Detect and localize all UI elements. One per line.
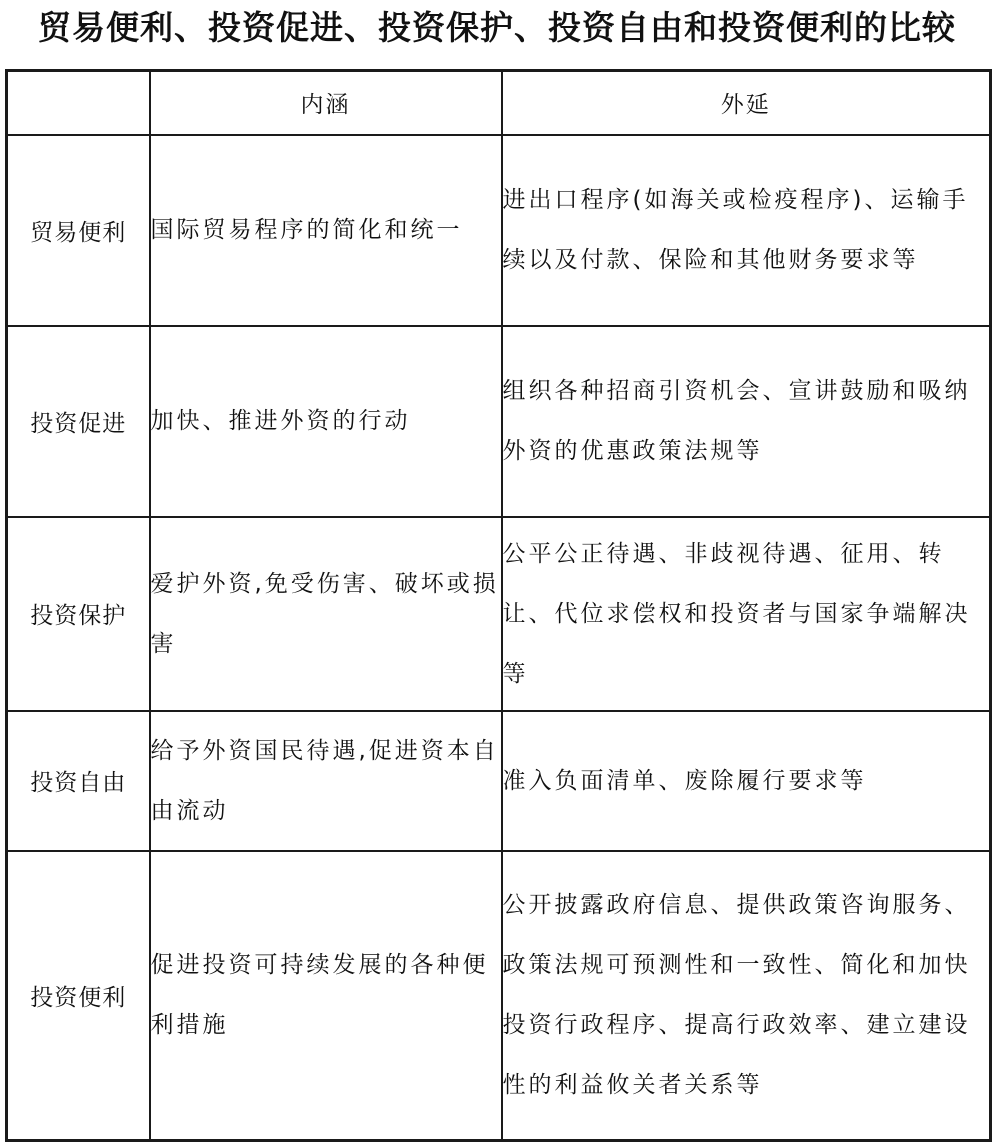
header-cell-blank	[7, 71, 150, 135]
row-name-cell: 投资便利	[7, 851, 150, 1141]
header-cell-extension: 外延	[502, 71, 991, 135]
table-row	[7, 326, 991, 517]
extension-cell: 公平公正待遇、非歧视待遇、征用、转让、代位求偿权和投资者与国家争端解决等	[502, 517, 991, 711]
comparison-table	[5, 69, 992, 1142]
extension-cell: 公开披露政府信息、提供政策咨询服务、政策法规可预测性和一致性、简化和加快投资行政程序、提高行政效率、建立建设性的利益攸关者关系等	[502, 851, 991, 1141]
table-row	[7, 851, 991, 1141]
meaning-cell: 促进投资可持续发展的各种便利措施	[150, 851, 502, 1141]
header-row	[7, 71, 991, 135]
row-name-cell: 投资保护	[7, 517, 150, 711]
extension-cell: 进出口程序(如海关或检疫程序)、运输手续以及付款、保险和其他财务要求等	[502, 135, 991, 326]
row-name-cell: 贸易便利	[7, 135, 150, 326]
row-name-cell: 投资自由	[7, 711, 150, 851]
row-name-cell: 投资促进	[7, 326, 150, 517]
header-cell-meaning: 内涵	[150, 71, 502, 135]
table-row	[7, 517, 991, 711]
table-row	[7, 711, 991, 851]
meaning-cell: 爱护外资,免受伤害、破坏或损害	[150, 517, 502, 711]
table-row	[7, 135, 991, 326]
page-title: 贸易便利、投资促进、投资保护、投资自由和投资便利的比较	[38, 8, 956, 47]
meaning-cell: 国际贸易程序的简化和统一	[150, 135, 502, 326]
meaning-cell: 加快、推进外资的行动	[150, 326, 502, 517]
extension-cell: 组织各种招商引资机会、宣讲鼓励和吸纳外资的优惠政策法规等	[502, 326, 991, 517]
meaning-cell: 给予外资国民待遇,促进资本自由流动	[150, 711, 502, 851]
extension-cell: 准入负面清单、废除履行要求等	[502, 711, 991, 851]
